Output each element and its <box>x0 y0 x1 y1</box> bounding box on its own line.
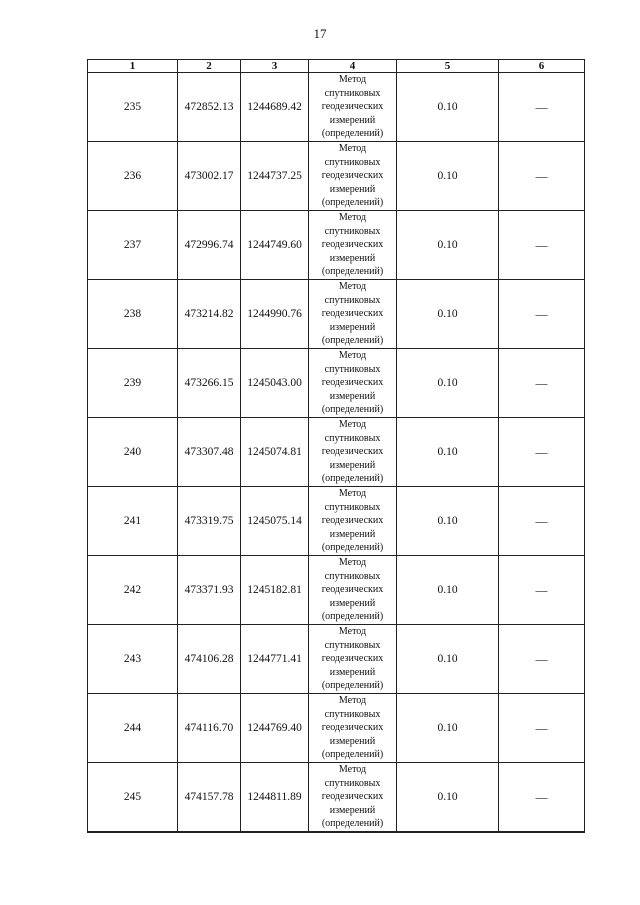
note-cell: — <box>499 349 585 418</box>
coordinate-x-cell: 473266.15 <box>178 349 241 418</box>
method-line: спутниковых <box>324 87 381 99</box>
coordinates-table <box>87 59 585 833</box>
note-cell: — <box>499 280 585 349</box>
coordinate-x-cell: 472996.74 <box>178 211 241 280</box>
method-line: Метод <box>338 695 367 707</box>
method-line: (определений) <box>321 197 384 209</box>
method-cell <box>309 694 397 763</box>
precision-cell: 0.10 <box>397 694 499 763</box>
coordinate-y-cell: 1245182.81 <box>241 556 309 625</box>
table-row <box>88 694 585 763</box>
coordinate-y-cell: 1244749.60 <box>241 211 309 280</box>
precision-cell: 0.10 <box>397 763 499 833</box>
column-header-3: 3 <box>241 60 309 73</box>
precision-cell: 0.10 <box>397 211 499 280</box>
method-cell <box>309 280 397 349</box>
method-cell <box>309 142 397 211</box>
coordinate-y-cell: 1244811.89 <box>241 763 309 833</box>
method-line: измерений <box>329 597 376 609</box>
method-cell <box>309 763 397 833</box>
point-number-cell: 241 <box>88 487 178 556</box>
method-line: геодезических <box>321 239 384 251</box>
note-cell: — <box>499 625 585 694</box>
note-cell: — <box>499 418 585 487</box>
method-line: спутниковых <box>324 708 381 720</box>
method-cell <box>309 556 397 625</box>
method-line: геодезических <box>321 791 384 803</box>
coordinate-x-cell: 472852.13 <box>178 73 241 142</box>
precision-cell: 0.10 <box>397 142 499 211</box>
table-row <box>88 211 585 280</box>
method-line: Метод <box>338 557 367 569</box>
table-row <box>88 625 585 694</box>
method-line: геодезических <box>321 170 384 182</box>
note-cell: — <box>499 694 585 763</box>
method-line: измерений <box>329 183 376 195</box>
method-line: геодезических <box>321 653 384 665</box>
method-line: геодезических <box>321 584 384 596</box>
coordinate-y-cell: 1244771.41 <box>241 625 309 694</box>
coordinate-x-cell: 473319.75 <box>178 487 241 556</box>
table-row <box>88 556 585 625</box>
point-number-cell: 238 <box>88 280 178 349</box>
method-line: (определений) <box>321 611 384 623</box>
method-line: геодезических <box>321 377 384 389</box>
point-number-cell: 236 <box>88 142 178 211</box>
method-line: (определений) <box>321 266 384 278</box>
method-line: измерений <box>329 390 376 402</box>
method-line: (определений) <box>321 818 384 830</box>
coordinate-y-cell: 1244737.25 <box>241 142 309 211</box>
coordinate-x-cell: 474106.28 <box>178 625 241 694</box>
table-row <box>88 349 585 418</box>
coordinate-y-cell: 1245075.14 <box>241 487 309 556</box>
precision-cell: 0.10 <box>397 625 499 694</box>
method-line: спутниковых <box>324 570 381 582</box>
method-line: геодезических <box>321 308 384 320</box>
note-cell: — <box>499 556 585 625</box>
method-line: геодезических <box>321 101 384 113</box>
method-line: измерений <box>329 804 376 816</box>
table-row <box>88 73 585 142</box>
method-line: Метод <box>338 626 367 638</box>
method-line: геодезических <box>321 515 384 527</box>
table-row <box>88 142 585 211</box>
precision-cell: 0.10 <box>397 556 499 625</box>
method-cell <box>309 349 397 418</box>
method-cell <box>309 73 397 142</box>
method-line: (определений) <box>321 542 384 554</box>
method-line: измерений <box>329 735 376 747</box>
coordinate-y-cell: 1244689.42 <box>241 73 309 142</box>
note-cell: — <box>499 73 585 142</box>
method-line: Метод <box>338 143 367 155</box>
method-line: измерений <box>329 114 376 126</box>
note-cell: — <box>499 211 585 280</box>
column-header-5: 5 <box>397 60 499 73</box>
precision-cell: 0.10 <box>397 418 499 487</box>
method-line: спутниковых <box>324 432 381 444</box>
method-line: спутниковых <box>324 156 381 168</box>
point-number-cell: 237 <box>88 211 178 280</box>
table-row <box>88 487 585 556</box>
column-header-4: 4 <box>309 60 397 73</box>
method-cell <box>309 211 397 280</box>
method-line: Метод <box>338 488 367 500</box>
method-line: (определений) <box>321 128 384 140</box>
method-line: спутниковых <box>324 501 381 513</box>
table-row <box>88 418 585 487</box>
method-line: спутниковых <box>324 363 381 375</box>
coordinate-y-cell: 1244769.40 <box>241 694 309 763</box>
table-body <box>88 73 585 833</box>
precision-cell: 0.10 <box>397 73 499 142</box>
method-cell <box>309 625 397 694</box>
column-header-6: 6 <box>499 60 585 73</box>
method-line: (определений) <box>321 473 384 485</box>
method-line: спутниковых <box>324 777 381 789</box>
method-line: геодезических <box>321 722 384 734</box>
method-line: измерений <box>329 459 376 471</box>
method-line: Метод <box>338 281 367 293</box>
method-line: (определений) <box>321 404 384 416</box>
method-line: (определений) <box>321 749 384 761</box>
point-number-cell: 235 <box>88 73 178 142</box>
method-line: Метод <box>338 764 367 776</box>
method-line: Метод <box>338 74 367 86</box>
precision-cell: 0.10 <box>397 487 499 556</box>
coordinate-x-cell: 473307.48 <box>178 418 241 487</box>
method-line: (определений) <box>321 335 384 347</box>
method-line: спутниковых <box>324 639 381 651</box>
method-cell <box>309 487 397 556</box>
method-line: измерений <box>329 321 376 333</box>
point-number-cell: 244 <box>88 694 178 763</box>
point-number-cell: 242 <box>88 556 178 625</box>
precision-cell: 0.10 <box>397 349 499 418</box>
coordinate-x-cell: 473002.17 <box>178 142 241 211</box>
note-cell: — <box>499 487 585 556</box>
note-cell: — <box>499 142 585 211</box>
column-header-1: 1 <box>88 60 178 73</box>
coordinate-y-cell: 1244990.76 <box>241 280 309 349</box>
method-line: спутниковых <box>324 225 381 237</box>
method-line: Метод <box>338 350 367 362</box>
table-row <box>88 280 585 349</box>
coordinate-x-cell: 473214.82 <box>178 280 241 349</box>
note-cell: — <box>499 763 585 833</box>
method-line: измерений <box>329 528 376 540</box>
coordinate-y-cell: 1245043.00 <box>241 349 309 418</box>
precision-cell: 0.10 <box>397 280 499 349</box>
method-line: Метод <box>338 212 367 224</box>
method-line: спутниковых <box>324 294 381 306</box>
coordinate-x-cell: 474157.78 <box>178 763 241 833</box>
method-line: (определений) <box>321 680 384 692</box>
method-line: Метод <box>338 419 367 431</box>
point-number-cell: 239 <box>88 349 178 418</box>
table-header-row <box>88 60 585 73</box>
table-row <box>88 763 585 833</box>
coordinate-x-cell: 474116.70 <box>178 694 241 763</box>
column-header-2: 2 <box>178 60 241 73</box>
method-line: измерений <box>329 252 376 264</box>
page-number: 17 <box>313 26 327 41</box>
method-line: измерений <box>329 666 376 678</box>
point-number-cell: 240 <box>88 418 178 487</box>
coordinate-x-cell: 473371.93 <box>178 556 241 625</box>
method-cell <box>309 418 397 487</box>
point-number-cell: 243 <box>88 625 178 694</box>
coordinate-y-cell: 1245074.81 <box>241 418 309 487</box>
point-number-cell: 245 <box>88 763 178 833</box>
method-line: геодезических <box>321 446 384 458</box>
